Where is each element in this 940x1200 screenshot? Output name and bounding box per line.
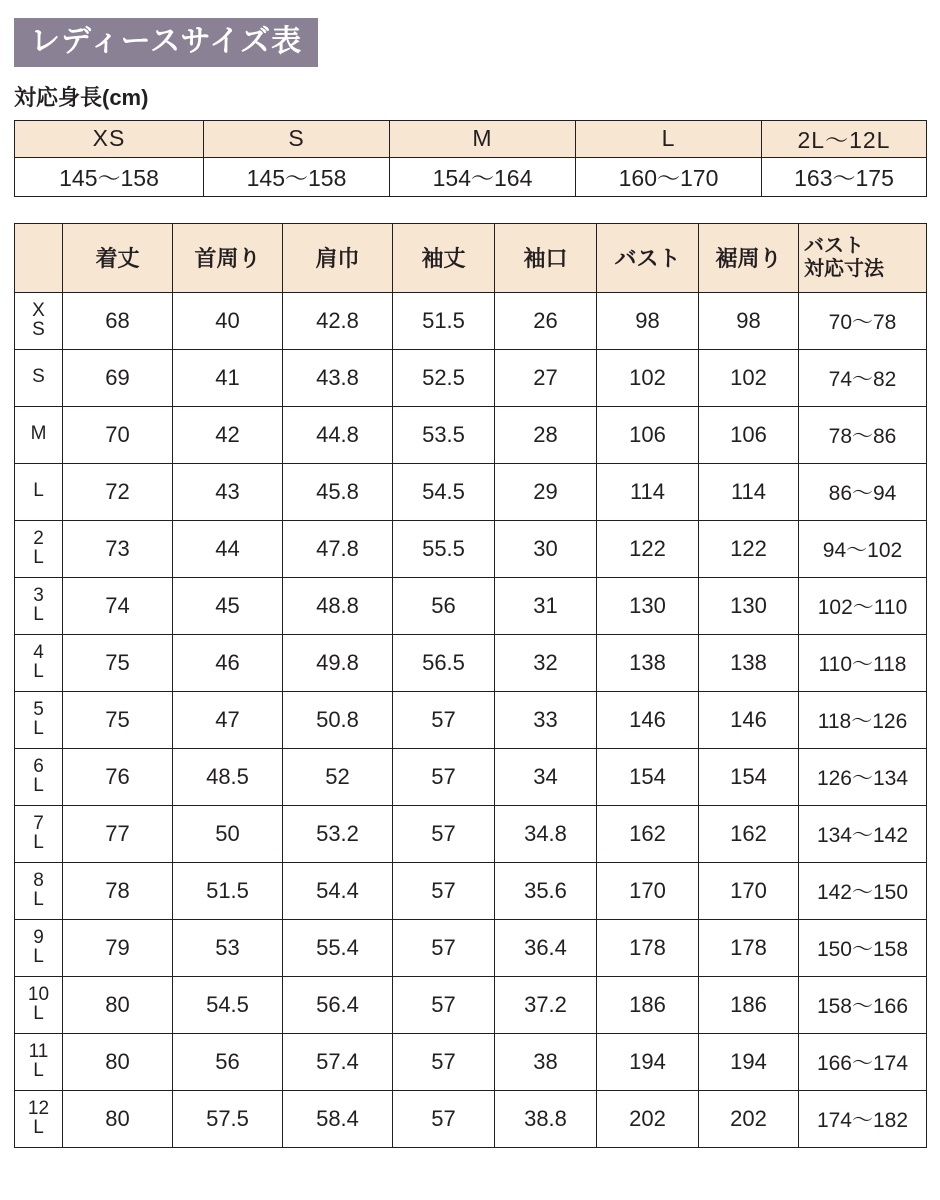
bust-range-cell: 158〜166	[799, 976, 927, 1033]
bust-range-cell: 74〜82	[799, 349, 927, 406]
measurement-cell: 75	[63, 634, 173, 691]
bust-range-line2: 対応寸法	[804, 257, 884, 280]
measurement-header-cell-bust-range	[799, 223, 927, 292]
measurement-cell: 38.8	[495, 1090, 597, 1147]
table-row	[15, 862, 927, 919]
row-size-label	[15, 805, 63, 862]
measurement-cell: 98	[699, 292, 799, 349]
row-size-label-part: 8	[33, 870, 44, 892]
row-size-label	[15, 577, 63, 634]
measurement-cell: 178	[597, 919, 699, 976]
measurement-cell: 52	[283, 748, 393, 805]
measurement-cell: 56	[393, 577, 495, 634]
height-value-cell: 163〜175	[762, 157, 927, 196]
measurement-cell: 36.4	[495, 919, 597, 976]
measurement-cell: 50.8	[283, 691, 393, 748]
bust-range-cell: 126〜134	[799, 748, 927, 805]
measurement-cell: 43	[173, 463, 283, 520]
bust-range-cell: 102〜110	[799, 577, 927, 634]
measurement-cell: 49.8	[283, 634, 393, 691]
table-row	[15, 634, 927, 691]
measurement-cell: 54.5	[173, 976, 283, 1033]
measurement-cell: 32	[495, 634, 597, 691]
measurement-cell: 106	[597, 406, 699, 463]
row-size-label-part: L	[33, 888, 44, 910]
row-size-label-part: L	[33, 717, 44, 739]
height-value-cell: 145〜158	[15, 157, 204, 196]
row-size-label	[15, 748, 63, 805]
measurement-cell: 202	[597, 1090, 699, 1147]
height-header-cell: 2L〜12L	[762, 120, 927, 157]
bust-range-cell: 118〜126	[799, 691, 927, 748]
row-size-label	[15, 463, 63, 520]
measurement-table	[14, 223, 927, 1148]
measurement-cell: 154	[699, 748, 799, 805]
table-row	[15, 463, 927, 520]
measurement-cell: 76	[63, 748, 173, 805]
measurement-cell: 51.5	[393, 292, 495, 349]
measurement-cell: 79	[63, 919, 173, 976]
row-size-label-part: L	[33, 603, 44, 625]
measurement-header-cell: 裾周り	[699, 223, 799, 292]
measurement-cell: 56.4	[283, 976, 393, 1033]
row-size-label	[15, 976, 63, 1033]
measurement-cell: 70	[63, 406, 173, 463]
measurement-cell: 122	[699, 520, 799, 577]
row-size-label-part: 4	[33, 642, 44, 664]
row-size-label	[15, 349, 63, 406]
measurement-cell: 50	[173, 805, 283, 862]
measurement-cell: 31	[495, 577, 597, 634]
height-table	[14, 120, 927, 197]
measurement-cell: 34	[495, 748, 597, 805]
height-header-cell: S	[204, 120, 390, 157]
row-size-label	[15, 406, 63, 463]
height-header-cell: XS	[15, 120, 204, 157]
measurement-cell: 26	[495, 292, 597, 349]
measurement-cell: 57	[393, 919, 495, 976]
measurement-cell: 80	[63, 976, 173, 1033]
row-size-label-part: L	[33, 1116, 44, 1138]
row-size-label	[15, 292, 63, 349]
row-size-label	[15, 862, 63, 919]
row-size-label-part: L	[33, 546, 44, 568]
table-row	[15, 976, 927, 1033]
row-size-label-part: L	[33, 480, 44, 502]
row-size-label	[15, 1090, 63, 1147]
measurement-cell: 43.8	[283, 349, 393, 406]
row-size-label-part: L	[33, 774, 44, 796]
measurement-cell: 48.8	[283, 577, 393, 634]
measurement-cell: 55.5	[393, 520, 495, 577]
row-size-label-part: 10	[27, 984, 50, 1006]
bust-range-cell: 86〜94	[799, 463, 927, 520]
measurement-cell: 53.5	[393, 406, 495, 463]
measurement-cell: 114	[699, 463, 799, 520]
height-table-row	[15, 157, 927, 196]
row-size-label	[15, 520, 63, 577]
measurement-cell: 27	[495, 349, 597, 406]
height-value-cell: 154〜164	[390, 157, 576, 196]
measurement-cell: 47	[173, 691, 283, 748]
measurement-header-cell: バスト	[597, 223, 699, 292]
measurement-cell: 56	[173, 1033, 283, 1090]
measurement-header-cell: 首周り	[173, 223, 283, 292]
table-row	[15, 577, 927, 634]
measurement-cell: 69	[63, 349, 173, 406]
table-row	[15, 520, 927, 577]
measurement-cell: 202	[699, 1090, 799, 1147]
row-size-label-part: M	[30, 423, 47, 445]
height-value-cell: 160〜170	[576, 157, 762, 196]
measurement-cell: 138	[597, 634, 699, 691]
table-row	[15, 691, 927, 748]
bust-range-cell: 110〜118	[799, 634, 927, 691]
measurement-cell: 80	[63, 1033, 173, 1090]
measurement-cell: 186	[597, 976, 699, 1033]
measurement-cell: 194	[597, 1033, 699, 1090]
measurement-cell: 80	[63, 1090, 173, 1147]
height-section-label: 対応身長(cm)	[14, 84, 149, 110]
measurement-cell: 57	[393, 805, 495, 862]
height-header-cell: M	[390, 120, 576, 157]
measurement-cell: 57	[393, 748, 495, 805]
row-size-label	[15, 691, 63, 748]
measurement-cell: 57.5	[173, 1090, 283, 1147]
measurement-cell: 72	[63, 463, 173, 520]
measurement-cell: 114	[597, 463, 699, 520]
measurement-cell: 29	[495, 463, 597, 520]
height-header-cell: L	[576, 120, 762, 157]
measurement-cell: 170	[597, 862, 699, 919]
measurement-header-cell: 袖丈	[393, 223, 495, 292]
bust-range-cell: 78〜86	[799, 406, 927, 463]
measurement-cell: 46	[173, 634, 283, 691]
measurement-cell: 37.2	[495, 976, 597, 1033]
measurement-cell: 33	[495, 691, 597, 748]
measurement-cell: 28	[495, 406, 597, 463]
measurement-cell: 45	[173, 577, 283, 634]
measurement-cell: 45.8	[283, 463, 393, 520]
row-size-label-part: L	[33, 660, 44, 682]
row-size-label-part: 11	[28, 1041, 49, 1063]
measurement-cell: 78	[63, 862, 173, 919]
measurement-cell: 57	[393, 976, 495, 1033]
bust-range-cell: 94〜102	[799, 520, 927, 577]
height-value-cell: 145〜158	[204, 157, 390, 196]
height-table-header-row	[15, 120, 927, 157]
row-size-label-part: S	[32, 366, 45, 388]
row-size-label-part: S	[32, 318, 45, 340]
measurement-cell: 162	[597, 805, 699, 862]
measurement-cell: 57.4	[283, 1033, 393, 1090]
row-size-label	[15, 634, 63, 691]
measurement-cell: 42.8	[283, 292, 393, 349]
measurement-cell: 75	[63, 691, 173, 748]
row-size-label-part: 6	[33, 756, 44, 778]
measurement-cell: 122	[597, 520, 699, 577]
row-size-label-part: L	[33, 831, 44, 853]
measurement-cell: 102	[699, 349, 799, 406]
measurement-cell: 41	[173, 349, 283, 406]
measurement-cell: 186	[699, 976, 799, 1033]
row-size-label-part: 5	[33, 699, 44, 721]
row-size-label-part: 3	[33, 585, 44, 607]
measurement-cell: 170	[699, 862, 799, 919]
measurement-cell: 77	[63, 805, 173, 862]
measurement-cell: 57	[393, 862, 495, 919]
measurement-cell: 30	[495, 520, 597, 577]
row-size-label	[15, 1033, 63, 1090]
measurement-corner-cell	[15, 223, 63, 292]
row-size-label	[15, 919, 63, 976]
row-size-label-part: 12	[27, 1098, 50, 1120]
measurement-header-row	[15, 223, 927, 292]
measurement-cell: 146	[597, 691, 699, 748]
measurement-cell: 154	[597, 748, 699, 805]
measurement-cell: 130	[597, 577, 699, 634]
bust-range-cell: 174〜182	[799, 1090, 927, 1147]
measurement-header-cell: 肩巾	[283, 223, 393, 292]
measurement-header-cell: 着丈	[63, 223, 173, 292]
measurement-cell: 194	[699, 1033, 799, 1090]
row-size-label-part: 7	[33, 813, 44, 835]
measurement-cell: 130	[699, 577, 799, 634]
measurement-header-cell: 袖口	[495, 223, 597, 292]
table-row	[15, 1033, 927, 1090]
measurement-cell: 40	[173, 292, 283, 349]
measurement-cell: 35.6	[495, 862, 597, 919]
row-size-label-part: L	[33, 945, 44, 967]
measurement-cell: 54.4	[283, 862, 393, 919]
measurement-cell: 51.5	[173, 862, 283, 919]
bust-range-cell: 134〜142	[799, 805, 927, 862]
bust-range-cell: 166〜174	[799, 1033, 927, 1090]
measurement-cell: 53	[173, 919, 283, 976]
page-title: レディースサイズ表	[14, 18, 318, 67]
bust-range-cell: 150〜158	[799, 919, 927, 976]
measurement-cell: 106	[699, 406, 799, 463]
table-row	[15, 349, 927, 406]
measurement-cell: 73	[63, 520, 173, 577]
table-row	[15, 919, 927, 976]
measurement-cell: 138	[699, 634, 799, 691]
table-row	[15, 748, 927, 805]
measurement-cell: 53.2	[283, 805, 393, 862]
bust-range-cell: 70〜78	[799, 292, 927, 349]
table-row	[15, 406, 927, 463]
measurement-cell: 38	[495, 1033, 597, 1090]
measurement-cell: 162	[699, 805, 799, 862]
table-row	[15, 292, 927, 349]
measurement-cell: 44.8	[283, 406, 393, 463]
measurement-cell: 55.4	[283, 919, 393, 976]
measurement-cell: 146	[699, 691, 799, 748]
measurement-cell: 57	[393, 1033, 495, 1090]
measurement-cell: 57	[393, 691, 495, 748]
table-row	[15, 1090, 927, 1147]
measurement-cell: 34.8	[495, 805, 597, 862]
measurement-cell: 56.5	[393, 634, 495, 691]
measurement-cell: 68	[63, 292, 173, 349]
row-size-label-part: L	[33, 1059, 44, 1081]
measurement-cell: 178	[699, 919, 799, 976]
measurement-cell: 44	[173, 520, 283, 577]
measurement-cell: 47.8	[283, 520, 393, 577]
measurement-cell: 102	[597, 349, 699, 406]
measurement-cell: 48.5	[173, 748, 283, 805]
bust-range-line1: バスト	[804, 235, 864, 258]
measurement-cell: 57	[393, 1090, 495, 1147]
row-size-label-part: X	[32, 300, 45, 322]
measurement-cell: 42	[173, 406, 283, 463]
measurement-cell: 74	[63, 577, 173, 634]
measurement-cell: 54.5	[393, 463, 495, 520]
measurement-cell: 52.5	[393, 349, 495, 406]
bust-range-cell: 142〜150	[799, 862, 927, 919]
row-size-label-part: 9	[33, 927, 44, 949]
table-row	[15, 805, 927, 862]
measurement-cell: 58.4	[283, 1090, 393, 1147]
row-size-label-part: L	[33, 1002, 44, 1024]
measurement-cell: 98	[597, 292, 699, 349]
row-size-label-part: 2	[33, 528, 44, 550]
